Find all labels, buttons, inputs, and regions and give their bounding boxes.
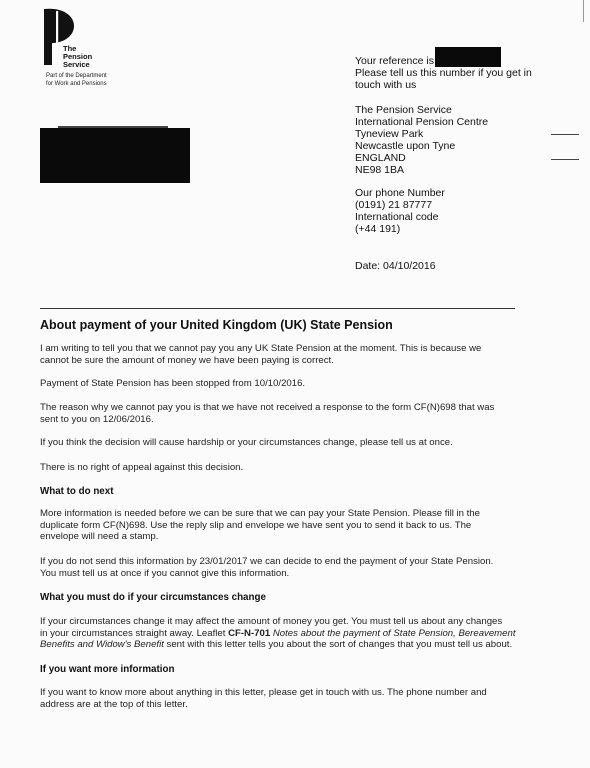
logo-department: Part of the Department for Work and Pensions [46, 73, 107, 87]
recipient-address-redacted [40, 128, 190, 183]
paragraph-circumstances: If your circumstances change it may affect the amount of money you get. You must tell us about any changes in your circumstances straight away. Leaflet CF-N-701 Notes about the payment of State Pension, Bereavement Benefits and Widow's Benefit sent with this letter tells you about the sort of changes that you must tell us about. [40, 616, 516, 650]
paragraph-deadline: If you do not send this information by 23/01/2017 we can decide to end the payment of your State Pension. You must tell us at once if you cannot give this information. [40, 556, 494, 579]
paragraph-contact: If you want to know more about anything in this letter, please get in touch with us. The phone number and address are at the top of this letter. [40, 687, 487, 710]
paragraph-hardship: If you think the decision will cause hardship or your circumstances change, please tell us at once. [40, 437, 453, 448]
heading-more-information: If you want more information [40, 664, 175, 675]
fold-mark-upper [551, 134, 579, 135]
heading-circumstances: What you must do if your circumstances change [40, 592, 266, 603]
reference-block: Your reference is Please tell us this number if you get in touch with us [355, 55, 532, 91]
phone-block: Our phone Number (0191) 21 87777 International code (+44 191) [355, 187, 445, 235]
heading-what-to-do-next: What to do next [40, 486, 114, 497]
reference-note: Please tell us this number if you get in [355, 67, 532, 79]
fold-mark-lower [551, 159, 579, 160]
paragraph-more-info: More information is needed before we can be sure that we can pay your State Pension. Please fill in the duplicate form CF(N)698. Use the reply slip and envelope we have sent you to send it back to us. The envelope will need a stamp. [40, 508, 480, 542]
letter-date: Date: 04/10/2016 [355, 260, 436, 272]
header-divider [40, 308, 515, 309]
edge-mark [583, 0, 584, 22]
reference-label: Your reference is [355, 55, 434, 67]
sender-address: The Pension Service International Pension Centre Tyneview Park Newcastle upon Tyne ENGLAND NE98 1BA [355, 104, 489, 176]
international-code: (+44 191) [355, 223, 401, 235]
letter-title: About payment of your United Kingdom (UK) State Pension [40, 318, 393, 332]
paragraph-stopped: Payment of State Pension has been stopped from 10/10/2016. [40, 378, 306, 389]
phone-number: (0191) 21 87777 [355, 199, 433, 211]
logo-name: The Pension Service [63, 44, 93, 69]
paragraph-intro: I am writing to tell you that we cannot pay you any UK State Pension at the moment. This is because we cannot be sure the amount of money we have been paying is correct. [40, 343, 482, 366]
leaflet-code: CF-N-701 [228, 627, 271, 639]
reference-number-redacted [435, 47, 501, 67]
paragraph-reason: The reason why we cannot pay you is that we have not received a response to the form CF(N)698 that was sent to you on 12/06/2016. [40, 402, 495, 425]
paragraph-no-appeal: There is no right of appeal against this decision. [40, 462, 244, 473]
